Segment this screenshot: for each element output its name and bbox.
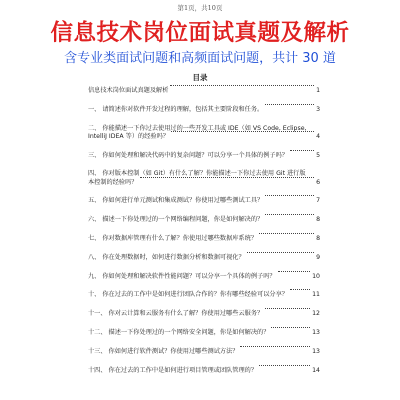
toc-entry-text: 九、 你如何处理和解决软件性能问题？可以分享一个具体的例子吗？ — [88, 272, 276, 280]
toc-entry-text: 二、 你能描述一下你过去使用过的一些开发工具或 IDE（如 VS Code, Eclipse, — [88, 124, 307, 132]
toc-leader-dots — [290, 289, 310, 290]
toc-leader-dots — [265, 104, 314, 105]
document-subtitle: 含专业类面试问题和高频面试问题，共计 30 道 — [64, 51, 336, 66]
toc-page-number: 12 — [312, 310, 320, 318]
toc-leader-dots — [265, 195, 314, 196]
toc-entry-text: 八、 你在处理数据时，如何进行数据分析和数据可视化？ — [88, 253, 245, 261]
toc-page-number: 10 — [312, 272, 320, 280]
toc-entry-text: 三、 你如何处理和解决代码中的复杂问题？可以分享一个具体的例子吗？ — [88, 151, 288, 159]
toc-entry-text: 五、 你如何进行单元测试和集成测试？你使用过哪些测试工具？ — [88, 197, 264, 205]
toc-page-number: 11 — [312, 291, 320, 299]
toc-entry-text: 信息技术岗位面试真题及解析 — [88, 87, 169, 94]
toc-leader-dots — [247, 252, 314, 253]
toc-leader-dots — [140, 177, 315, 178]
toc-entry-text: 十、 你在过去的工作中是如何进行团队合作的？你有哪些经验可以分享？ — [88, 291, 288, 299]
toc-page-number: 14 — [312, 366, 320, 374]
toc-leader-dots — [265, 308, 310, 309]
toc-page-number: 3 — [316, 105, 320, 113]
toc-page-number: 5 — [316, 151, 320, 159]
toc-leader-dots — [278, 271, 311, 272]
toc-entry-text: IntelliJ IDEA 等）的经验吗？ — [88, 132, 169, 140]
toc-leader-dots — [170, 85, 314, 86]
toc-entry-text: 十一、 你对云计算和云服务有什么了解？你使用过哪些云服务？ — [88, 310, 264, 318]
toc-leader-dots — [290, 150, 314, 151]
toc-leader-dots — [265, 214, 314, 215]
toc-entry-text: 一、 请简述你对软件开发过程的理解，包括其主要阶段和任务。 — [88, 105, 264, 113]
toc-entry-text: 十三、 你如何进行软件测试？你使用过哪些测试方法？ — [88, 347, 239, 355]
page-number: 第1页，共10页 — [177, 4, 223, 12]
document-title: 信息技术岗位面试真题及解析 — [50, 20, 350, 46]
toc-page-number: 9 — [316, 253, 320, 261]
toc-entry-text: 本控制的经验吗？ — [88, 178, 138, 186]
toc-entry-text: 六、 描述一下你处理过的一个网络编程问题，你是如何解决的？ — [88, 216, 264, 224]
toc-leader-dots — [259, 365, 310, 366]
toc-entry-text: 十二、 描述一下你处理过的一个网络安全问题，你是如何解决的？ — [88, 329, 270, 336]
toc-entry-text: 十四、 你在过去的工作中是如何进行项目管理或团队管理的？ — [88, 366, 258, 374]
toc-page-number: 7 — [316, 197, 320, 205]
toc-entry-text: 四、 你对版本控制（如 Git）有什么了解？你能描述一下你过去使用 Git 进行版 — [88, 170, 306, 178]
toc-page-number: 13 — [312, 329, 320, 336]
toc-page-number: 6 — [316, 178, 320, 186]
toc-page-number: 13 — [312, 347, 320, 355]
toc-leader-dots — [259, 233, 314, 234]
toc-leader-dots — [171, 131, 314, 132]
toc-page-number: 8 — [316, 216, 320, 224]
toc-entry-text: 七、 你对数据库管理有什么了解？你使用过哪些数据库系统？ — [88, 235, 258, 242]
toc-leader-dots — [240, 346, 310, 347]
toc-page-number: 4 — [316, 132, 320, 140]
toc-leader-dots — [271, 327, 310, 328]
toc-page-number: 1 — [316, 87, 320, 94]
toc-page-number: 8 — [316, 235, 320, 242]
toc-heading: 目录 — [192, 73, 208, 82]
